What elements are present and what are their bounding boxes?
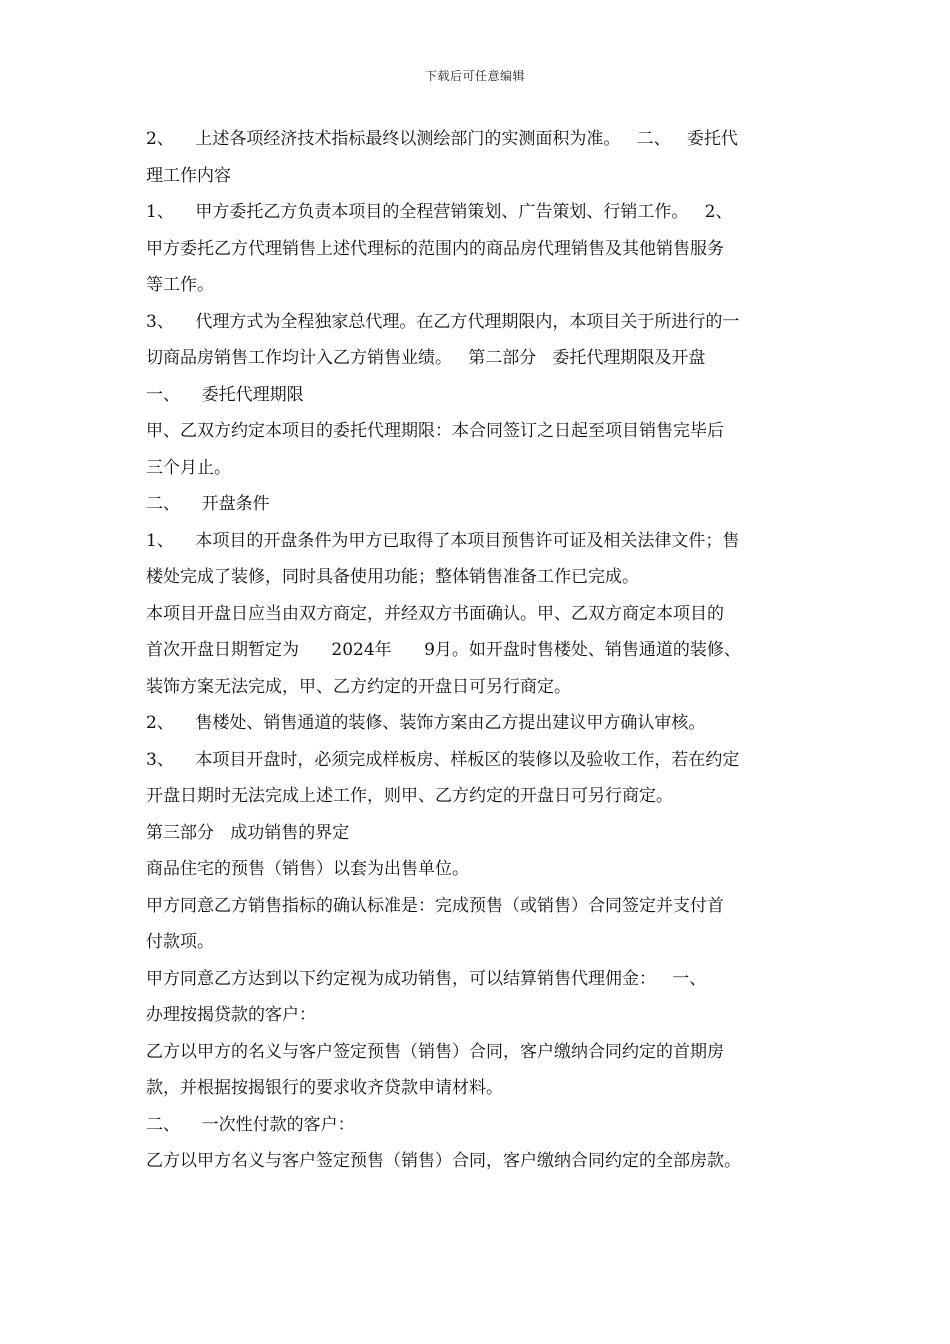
text-line: 甲、乙双方约定本项目的委托代理期限：本合同签订之日起至项目销售完毕后 xyxy=(146,421,724,441)
text-line: 2、 上述各项经济技术指标最终以测绘部门的实测面积为准。 二、 委托代 xyxy=(146,129,738,149)
text-line: 乙方以甲方名义与客户签定预售（销售）合同，客户缴纳合同约定的全部房款。 xyxy=(146,1151,741,1171)
text-line: 第三部分 成功销售的界定 xyxy=(146,822,350,843)
text-line: 款，并根据按揭银行的要求收齐贷款申请材料。 xyxy=(146,1078,503,1098)
text-line: 2、 售楼处、销售通道的装修、装饰方案由乙方提出建议甲方确认审核。 xyxy=(146,713,706,733)
text-line: 三个月止。 xyxy=(146,457,231,478)
text-line: 本项目开盘日应当由双方商定，并经双方书面确认。甲、乙双方商定本项目的 xyxy=(146,603,724,624)
text-line: 甲方同意乙方销售指标的确认标准是：完成预售（或销售）合同签定并支付首 xyxy=(146,895,724,916)
text-line: 楼处完成了装修，同时具备使用功能；整体销售准备工作已完成。 xyxy=(146,567,639,587)
text-line: 3、 代理方式为全程独家总代理。在乙方代理期限内，本项目关于所进行的一 xyxy=(146,311,740,332)
text-line: 商品住宅的预售（销售）以套为出售单位。 xyxy=(146,859,469,879)
text-line: 甲方同意乙方达到以下约定视为成功销售，可以结算销售代理佣金： 一、 xyxy=(146,968,707,989)
document-body xyxy=(146,121,810,1180)
text-line: 3、 本项目开盘时，必须完成样板房、样板区的装修以及验收工作，若在约定 xyxy=(146,749,740,770)
text-line: 付款项。 xyxy=(146,932,214,952)
text-line: 二、 一次性付款的客户： xyxy=(146,1114,355,1135)
text-line: 办理按揭贷款的客户： xyxy=(146,1005,316,1025)
text-line: 乙方以甲方的名义与客户签定预售（销售）合同，客户缴纳合同约定的首期房 xyxy=(146,1041,724,1062)
text-line: 二、 开盘条件 xyxy=(146,494,270,514)
text-line: 甲方委托乙方代理销售上述代理标的范围内的商品房代理销售及其他销售服务 xyxy=(146,238,724,259)
text-line: 等工作。 xyxy=(146,275,214,295)
text-line: 开盘日期时无法完成上述工作，则甲、乙方约定的开盘日可另行商定。 xyxy=(146,786,673,806)
page-header: 下载后可任意编辑 xyxy=(424,69,525,83)
text-line: 理工作内容 xyxy=(146,165,231,186)
text-line: 首次开盘日期暂定为 2024年 9月。如开盘时售楼处、销售通道的装修、 xyxy=(146,640,741,660)
text-line: 1、 甲方委托乙方负责本项目的全程营销策划、广告策划、行销工作。 2、 xyxy=(146,202,733,222)
text-line: 装饰方案无法完成，甲、乙方约定的开盘日可另行商定。 xyxy=(146,676,571,697)
text-line: 切商品房销售工作均计入乙方销售业绩。 第二部分 委托代理期限及开盘 xyxy=(146,348,706,368)
text-line: 1、 本项目的开盘条件为甲方已取得了本项目预售许可证及相关法律文件；售 xyxy=(146,530,740,551)
text-line: 一、 委托代理期限 xyxy=(146,384,304,405)
